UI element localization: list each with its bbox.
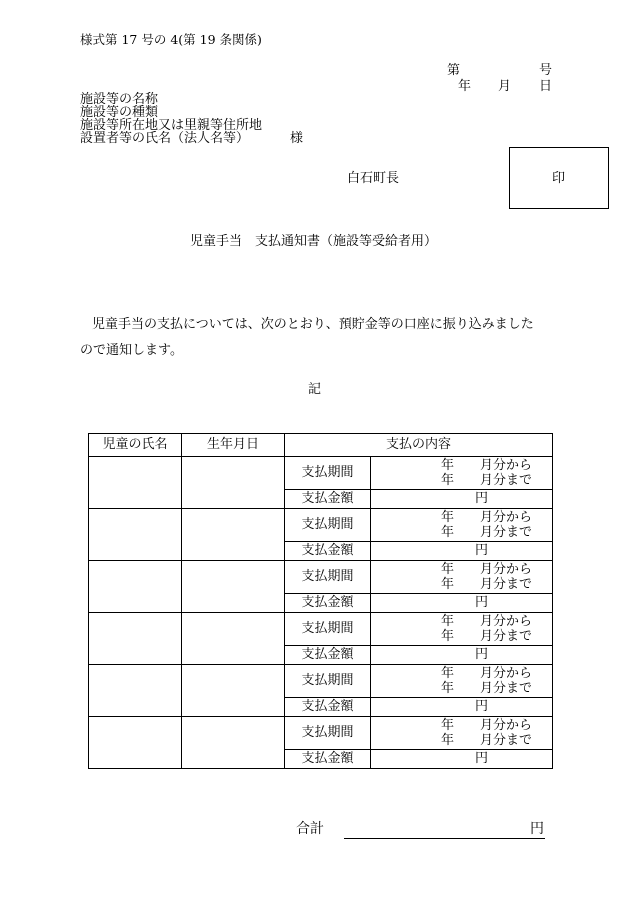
period-to-line — [371, 733, 552, 748]
period-to-year-unit: 年 — [441, 681, 455, 696]
table-row — [89, 613, 553, 646]
total-label: 合計 — [296, 821, 324, 837]
period-from-year-unit: 年 — [441, 510, 455, 525]
period-to-year-unit: 年 — [441, 525, 455, 540]
payment-period-value[interactable] — [371, 509, 553, 542]
header-child-name: 児童の氏名 — [89, 434, 182, 457]
child-name-cell[interactable] — [89, 509, 182, 561]
birthdate-cell[interactable] — [182, 509, 285, 561]
birthdate-cell[interactable] — [182, 665, 285, 717]
payment-period-value[interactable] — [371, 665, 553, 698]
period-to-year-unit: 年 — [441, 733, 455, 748]
document-number-suffix: 号 — [539, 63, 553, 78]
issuer-title: 白石町長 — [347, 171, 400, 186]
period-from-year-unit: 年 — [441, 562, 455, 577]
birthdate-cell[interactable] — [182, 457, 285, 509]
header-birthdate: 生年月日 — [182, 434, 285, 457]
addressee-facility-type: 施設等の種類 — [80, 105, 159, 120]
table-row — [89, 509, 553, 542]
table-header-row — [89, 434, 553, 457]
period-from-year-unit: 年 — [441, 614, 455, 629]
period-to-text: 月分まで — [480, 629, 533, 644]
payment-amount-value[interactable] — [371, 490, 553, 509]
addressee-address: 施設等所在地又は里親等住所地 — [80, 118, 263, 133]
total-amount-line[interactable] — [344, 838, 545, 839]
child-name-cell[interactable] — [89, 457, 182, 509]
table-row — [89, 665, 553, 698]
child-name-cell[interactable] — [89, 665, 182, 717]
period-from-year-unit: 年 — [441, 458, 455, 473]
total-unit: 円 — [530, 821, 544, 837]
payment-amount-label: 支払金額 — [285, 490, 371, 509]
period-from-text: 月分から — [480, 458, 533, 473]
child-name-cell[interactable] — [89, 561, 182, 613]
payment-amount-label: 支払金額 — [285, 542, 371, 561]
period-from-line — [371, 562, 552, 577]
child-name-cell[interactable] — [89, 717, 182, 769]
period-from-line — [371, 458, 552, 473]
payment-amount-value[interactable] — [371, 750, 553, 769]
period-to-text: 月分まで — [480, 577, 533, 592]
payment-period-value[interactable] — [371, 717, 553, 750]
table-row — [89, 561, 553, 594]
period-to-text: 月分まで — [480, 733, 533, 748]
period-to-line — [371, 525, 552, 540]
payment-amount-label: 支払金額 — [285, 594, 371, 613]
birthdate-cell[interactable] — [182, 717, 285, 769]
addressee-honorific: 様 — [290, 131, 304, 146]
payment-period-label: 支払期間 — [285, 457, 371, 490]
period-from-line — [371, 666, 552, 681]
payment-table — [88, 433, 553, 769]
period-from-line — [371, 718, 552, 733]
date-month-label: 月 — [498, 79, 512, 94]
amount-unit: 円 — [475, 490, 489, 506]
amount-unit: 円 — [475, 594, 489, 610]
payment-amount-value[interactable] — [371, 594, 553, 613]
header-payment-details: 支払の内容 — [285, 434, 553, 457]
table-row — [89, 457, 553, 490]
birthdate-cell[interactable] — [182, 613, 285, 665]
period-to-line — [371, 577, 552, 592]
payment-period-value[interactable] — [371, 457, 553, 490]
body-text-line1: 児童手当の支払については、次のとおり、預貯金等の口座に振り込みました — [92, 317, 534, 332]
body-text-line2: ので通知します。 — [80, 343, 183, 358]
period-to-line — [371, 629, 552, 644]
period-from-text: 月分から — [480, 718, 533, 733]
table-row — [89, 717, 553, 750]
payment-period-value[interactable] — [371, 613, 553, 646]
payment-period-value[interactable] — [371, 561, 553, 594]
payment-period-label: 支払期間 — [285, 665, 371, 698]
period-to-year-unit: 年 — [441, 473, 455, 488]
seal-mark: 印 — [552, 171, 566, 186]
payment-amount-label: 支払金額 — [285, 698, 371, 717]
addressee-founder-name: 設置者等の氏名（法人名等） — [80, 131, 250, 146]
document-title: 児童手当 支払通知書（施設等受給者用） — [190, 234, 438, 249]
amount-unit: 円 — [475, 542, 489, 558]
date-day-label: 日 — [539, 79, 553, 94]
period-to-text: 月分まで — [480, 681, 533, 696]
period-from-text: 月分から — [480, 562, 533, 577]
amount-unit: 円 — [475, 646, 489, 662]
child-name-cell[interactable] — [89, 613, 182, 665]
payment-period-label: 支払期間 — [285, 561, 371, 594]
period-from-text: 月分から — [480, 510, 533, 525]
amount-unit: 円 — [475, 698, 489, 714]
period-to-text: 月分まで — [480, 525, 533, 540]
payment-period-label: 支払期間 — [285, 613, 371, 646]
period-to-line — [371, 681, 552, 696]
addressee-facility-name: 施設等の名称 — [80, 92, 159, 107]
payment-period-label: 支払期間 — [285, 509, 371, 542]
ki-heading: 記 — [308, 382, 322, 397]
payment-period-label: 支払期間 — [285, 717, 371, 750]
payment-amount-value[interactable] — [371, 646, 553, 665]
payment-amount-label: 支払金額 — [285, 646, 371, 665]
form-number: 様式第 17 号の 4(第 19 条関係) — [80, 32, 262, 47]
document-number-prefix: 第 — [447, 63, 461, 78]
period-from-year-unit: 年 — [441, 718, 455, 733]
date-year-label: 年 — [458, 79, 472, 94]
payment-amount-label: 支払金額 — [285, 750, 371, 769]
birthdate-cell[interactable] — [182, 561, 285, 613]
period-from-text: 月分から — [480, 614, 533, 629]
period-from-text: 月分から — [480, 666, 533, 681]
period-from-line — [371, 510, 552, 525]
period-from-year-unit: 年 — [441, 666, 455, 681]
payment-amount-value[interactable] — [371, 542, 553, 561]
period-to-year-unit: 年 — [441, 577, 455, 592]
period-to-line — [371, 473, 552, 488]
amount-unit: 円 — [475, 750, 489, 766]
period-to-text: 月分まで — [480, 473, 533, 488]
payment-amount-value[interactable] — [371, 698, 553, 717]
period-from-line — [371, 614, 552, 629]
period-to-year-unit: 年 — [441, 629, 455, 644]
